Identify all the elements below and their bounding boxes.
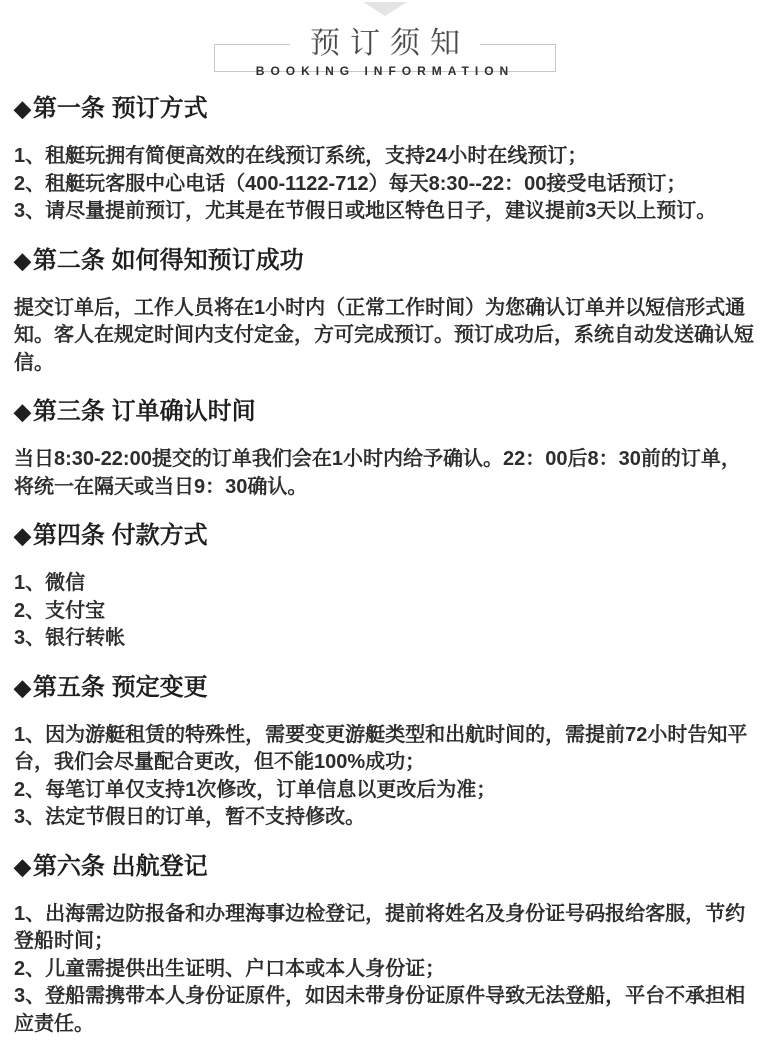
section-body	[14, 570, 756, 653]
section-payment-method	[14, 522, 756, 653]
list-item: 1、租艇玩拥有简便高效的在线预订系统，支持24小时在线预订；	[14, 145, 588, 167]
section-order-confirmation-time	[14, 398, 756, 501]
section-body	[14, 901, 756, 1039]
list-item: 3、请尽量提前预订，尤其是在节假日或地区特色日子，建议提前3天以上预订。	[14, 200, 717, 222]
diamond-icon: ◆	[14, 96, 31, 121]
section-body	[14, 722, 756, 832]
diamond-icon: ◆	[14, 247, 31, 273]
section-body	[14, 143, 756, 226]
diamond-icon: ◆	[14, 853, 31, 879]
triangle-down-icon	[363, 2, 407, 16]
section-heading-text: 第四条 付款方式	[32, 522, 208, 549]
section-heading	[14, 398, 756, 425]
paragraph: 提交订单后，工作人员将在1小时内（正常工作时间）为您确认订单并以短信形式通知。客人在规定时间内支付定金，方可完成预订。预订成功后，系统自动发送确认短信。	[14, 296, 754, 374]
list-item: 2、支付宝	[14, 599, 106, 622]
section-departure-registration	[14, 853, 756, 1039]
section-heading-text: 第五条 预定变更	[32, 673, 208, 701]
section-heading	[14, 522, 756, 549]
section-booking-changes	[14, 674, 756, 832]
diamond-icon: ◆	[14, 674, 31, 700]
section-heading	[14, 674, 756, 701]
list-item: 3、银行转帐	[14, 627, 126, 649]
section-booking-method	[14, 95, 756, 226]
section-heading-text: 第六条 出航登记	[32, 852, 208, 880]
list-item: 1、微信	[14, 572, 86, 594]
list-item: 1、出海需边防报备和办理海事边检登记，提前将姓名及身份证号码报给客服，节约登船时间；	[14, 902, 746, 952]
title-box	[214, 26, 556, 78]
list-item: 1、因为游艇租赁的特殊性，需要变更游艇类型和出航时间的，需提前72小时告知平台，我们会尽量配合更改，但不能100%成功；	[14, 723, 748, 773]
page-header	[14, 2, 756, 78]
list-item: 3、法定节假日的订单，暂不支持修改。	[14, 806, 366, 828]
page-subtitle: BOOKING INFORMATION	[255, 64, 515, 78]
section-heading	[14, 95, 756, 122]
section-heading-text: 第二条 如何得知预订成功	[32, 246, 304, 274]
list-item: 2、租艇玩客服中心电话（400-1122-712）每天8:30--22：00接受电话预订；	[14, 172, 687, 195]
section-body	[14, 446, 756, 501]
section-heading-text: 第三条 订单确认时间	[32, 398, 256, 425]
page-title: 预订须知	[290, 27, 480, 60]
paragraph: 当日8:30-22:00提交的订单我们会在1小时内给予确认。22：00后8：30前的订单，将统一在隔天或当日9：30确认。	[14, 448, 741, 498]
diamond-icon: ◆	[14, 523, 31, 548]
list-item: 2、儿童需提供出生证明、户口本或本人身份证；	[14, 957, 446, 980]
list-item: 3、登船需携带本人身份证原件，如因未带身份证原件导致无法登船，平台不承担相应责任。	[14, 985, 746, 1035]
section-booking-confirmation	[14, 247, 756, 378]
section-heading-text: 第一条 预订方式	[32, 95, 208, 122]
section-body	[14, 295, 756, 378]
diamond-icon: ◆	[14, 399, 31, 424]
booking-information-page	[0, 2, 770, 1048]
section-heading	[14, 853, 756, 880]
section-heading	[14, 247, 756, 274]
list-item: 2、每笔订单仅支持1次修改，订单信息以更改后为准；	[14, 778, 497, 801]
